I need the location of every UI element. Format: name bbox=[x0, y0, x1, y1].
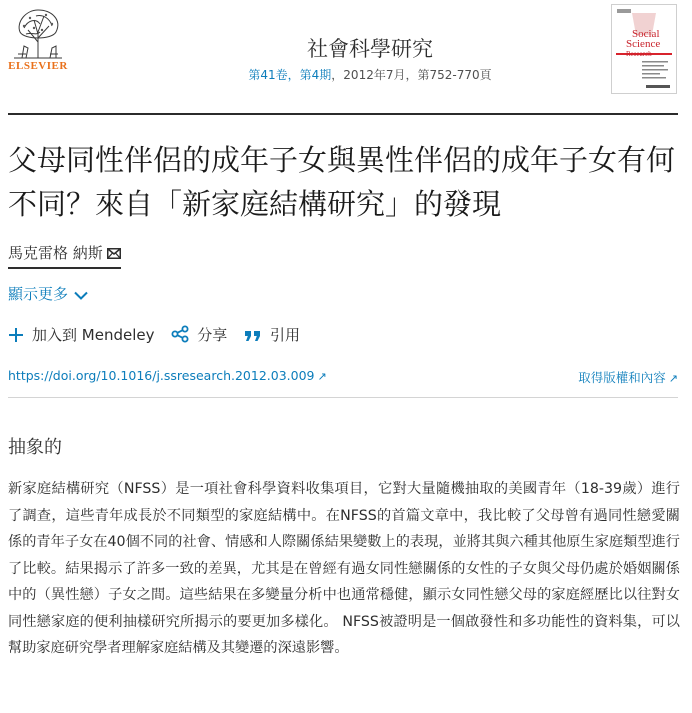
article-actions bbox=[8, 324, 312, 346]
rights-label: 取得版權和內容 bbox=[578, 370, 666, 385]
elsevier-tree-logo bbox=[6, 2, 70, 62]
mail-icon[interactable] bbox=[107, 248, 121, 259]
add-to-mendeley-label: 加入到 Mendeley bbox=[32, 326, 155, 344]
cover-title-word: Research bbox=[626, 50, 652, 58]
issue-link[interactable]: 第4期 bbox=[299, 68, 332, 82]
header-divider bbox=[8, 113, 678, 115]
external-arrow-icon: ↗ bbox=[668, 372, 678, 385]
issue-date-pages: ，2012年7月，第752-770頁 bbox=[331, 68, 492, 82]
journal-title[interactable]: 社會科學研究 bbox=[307, 37, 433, 61]
chevron-down-icon bbox=[74, 291, 88, 300]
issue-separator: ， bbox=[287, 68, 300, 82]
show-more-label: 顯示更多 bbox=[8, 285, 69, 303]
journal-issue-info bbox=[170, 66, 570, 83]
doi-link[interactable] bbox=[8, 368, 327, 383]
volume-link[interactable]: 第41卷 bbox=[248, 68, 288, 82]
quote-icon bbox=[244, 329, 262, 343]
cite-label: 引用 bbox=[270, 326, 301, 344]
cite-button[interactable] bbox=[244, 324, 300, 345]
rights-and-content-link[interactable] bbox=[578, 368, 678, 386]
add-to-mendeley-button[interactable] bbox=[8, 324, 154, 345]
share-icon bbox=[171, 325, 189, 343]
plus-icon bbox=[8, 327, 24, 343]
content-divider bbox=[8, 397, 678, 398]
publisher-name: ELSEVIER bbox=[8, 60, 68, 72]
share-button[interactable] bbox=[171, 324, 227, 345]
journal-cover-thumbnail[interactable] bbox=[611, 4, 677, 94]
author-name: 馬克雷格 納斯 bbox=[8, 244, 103, 262]
cover-title-word: Social bbox=[632, 28, 660, 40]
show-more-button[interactable] bbox=[8, 283, 88, 304]
external-arrow-icon: ↗ bbox=[317, 370, 327, 383]
share-label: 分享 bbox=[197, 326, 228, 344]
cover-title-word: Science bbox=[626, 38, 661, 50]
article-title: 父母同性伴侶的成年子女與異性伴侶的成年子女有何不同？來自「新家庭結構研究」的發現 bbox=[8, 143, 676, 221]
doi-url: https://doi.org/10.1016/j.ssresearch.2012.03.009 bbox=[8, 368, 315, 383]
author-link[interactable] bbox=[8, 242, 121, 269]
abstract-heading: 抽象的 bbox=[8, 437, 62, 458]
journal-header bbox=[0, 0, 692, 100]
abstract-text: 新家庭結構研究（NFSS）是一項社會科學資料收集項目，它對大量隨機抽取的美國青年（18-39歲）進行了調查，這些青年成長於不同類型的家庭結構中。在NFSS的首篇文章中，我比較了父母曾有過同性戀愛關係的青年子女在40個不同的社會、情感和人際關係結果變數上的表現，並將其與六種其他原生家庭類型進行了比較。結果揭示了許多一致的差異，尤其是在曾經有過女同性戀關係的女性的子女與父母仍處於婚姻關係中的（異性戀）子女之間。這些結果在多變量分析中也通常穩健，顯示女同性戀父母的家庭經歷比以往對女同性戀家庭的便利抽樣研究所揭示的要更加多樣化。 NFSS被證明是一個啟發性和多功能性的資料集，可以幫助家庭研究學者理解家庭結構及其變遷的深遠影響。 bbox=[8, 481, 680, 656]
